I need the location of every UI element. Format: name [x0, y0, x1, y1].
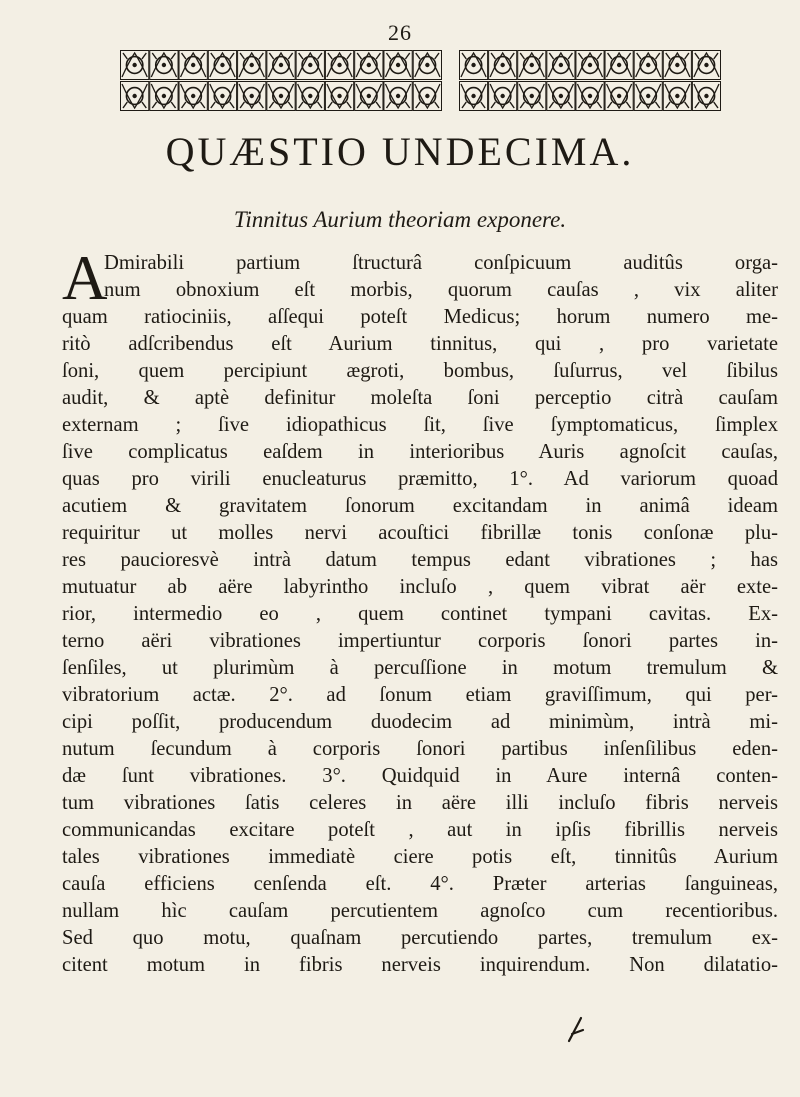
page-number: 26: [388, 20, 412, 45]
text-line: rior, intermedio eo , quem continet tympani cavitas. Ex-: [62, 603, 778, 625]
ink-mark: [566, 1016, 586, 1044]
text-line: cipi poſſit, producendum duodecim ad minimùm, intrà mi-: [62, 711, 778, 733]
text-line: quas pro virili enucleaturus præmitto, 1°. Ad variorum quoad: [62, 468, 778, 490]
text-line: res paucioresvè intrà datum tempus edant vibrationes ; has: [62, 549, 778, 571]
text-line: Sed quo motu, quaſnam percutiendo partes, tremulum ex-: [62, 927, 778, 949]
text-line: audit, & aptè definitur moleſta ſoni perceptio citrà cauſam: [62, 387, 778, 409]
text-line: acutiem & gravitatem ſonorum excitandam in animâ ideam: [62, 495, 778, 517]
head-ornament-left: [120, 50, 442, 112]
text-line: ritò adſcribendus eſt Aurium tinnitus, qui , pro varietate: [62, 333, 778, 355]
head-ornament-right: [459, 50, 721, 112]
chapter-title: QUÆSTIO UNDECIMA.: [165, 129, 635, 174]
text-line: requiritur ut molles nervi acouſtici fibrillæ tonis conſonæ plu-: [62, 522, 778, 544]
text-line: terno aëri vibrationes impertiuntur corporis ſonori partes in-: [62, 630, 778, 652]
text-line: cauſa efficiens cenſenda eſt. 4°. Præter arterias ſanguineas,: [62, 873, 778, 895]
text-line: nullam hìc cauſam percutientem agnoſco cum recentioribus.: [62, 900, 778, 922]
text-line: vibratorium actæ. 2°. ad ſonum etiam graviſſimum, qui per-: [62, 684, 778, 706]
text-line: externam ; ſive idiopathicus ſit, ſive ſymptomaticus, ſimplex: [62, 414, 778, 436]
text-line: communicandas excitare poteſt , aut in ipſis fibrillis nerveis: [62, 819, 778, 841]
body-text: [62, 243, 778, 979]
text-line: ſoni, quem percipiunt ægroti, bombus, ſuſurrus, vel ſibilus: [62, 360, 778, 382]
text-line: quam ratiociniis, aſſequi poteſt Medicus; horum numero me-: [62, 306, 778, 328]
drop-cap: A: [62, 243, 108, 313]
chapter-subtitle: Tinnitus Aurium theoriam exponere.: [233, 207, 567, 232]
text-line: num obnoxium eſt morbis, quorum cauſas , vix aliter: [104, 279, 778, 301]
text-line: ſive complicatus eaſdem in interioribus Auris agnoſcit cauſas,: [62, 441, 778, 463]
text-line: mutuatur ab aëre labyrintho incluſo , quem vibrat aër exte-: [62, 576, 778, 598]
text-line: Dmirabili partium ſtructurâ conſpicuum auditûs orga-: [104, 252, 778, 274]
text-line: citent motum in fibris nerveis inquirendum. Non dilatatio-: [62, 954, 778, 976]
text-line: tum vibrationes ſatis celeres in aëre illi incluſo fibris nerveis: [62, 792, 778, 814]
text-line: nutum ſecundum à corporis ſonori partibus inſenſilibus eden-: [62, 738, 778, 760]
text-line: ſenſiles, ut plurimùm à percuſſione in motum tremulum &: [62, 657, 778, 679]
text-line: dæ ſunt vibrationes. 3°. Quidquid in Aure internâ conten-: [62, 765, 778, 787]
text-line: tales vibrationes immediatè ciere potis eſt, tinnitûs Aurium: [62, 846, 778, 868]
